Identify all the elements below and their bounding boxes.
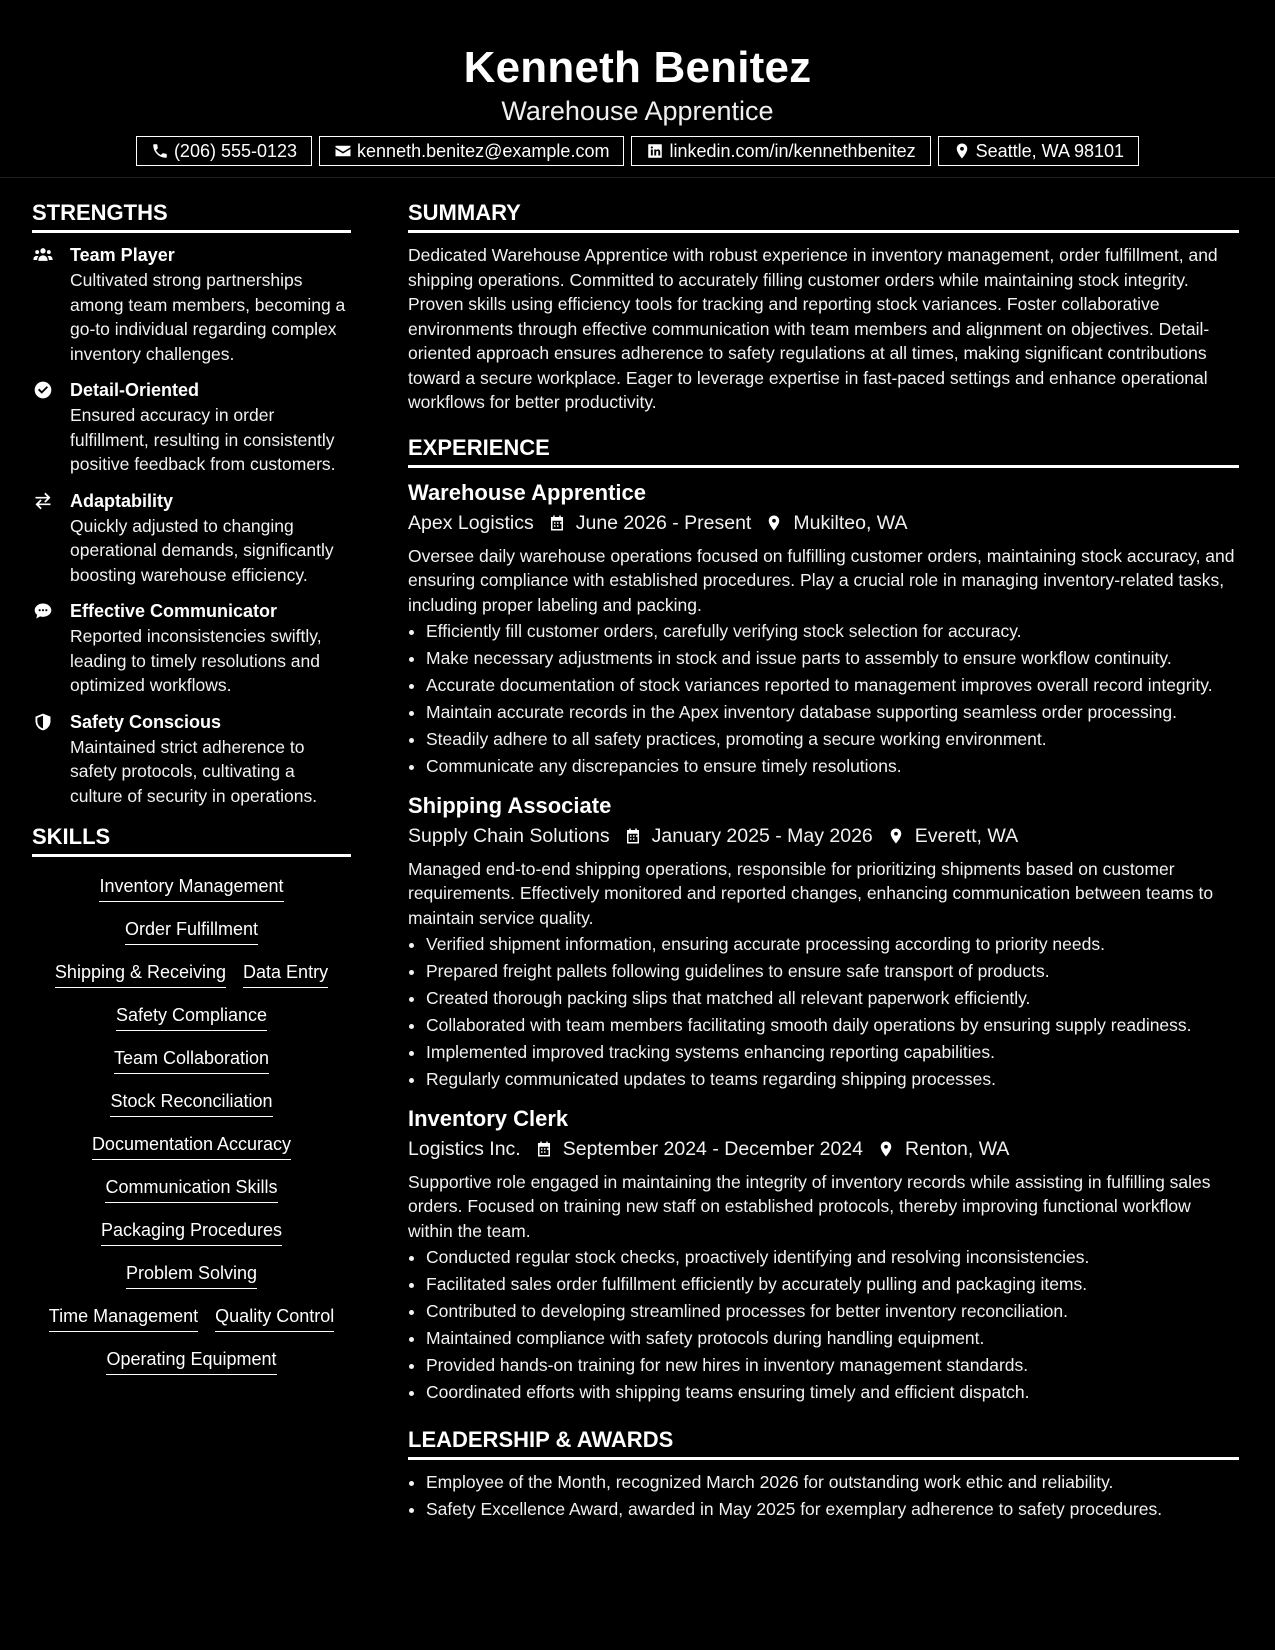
shield-icon bbox=[32, 710, 70, 809]
phone-text: (206) 555-0123 bbox=[173, 141, 298, 161]
bullet-item: • Implemented improved tracking systems enhancing reporting capabilities. bbox=[426, 1040, 1239, 1065]
skill-tag: Documentation Accuracy bbox=[92, 1131, 291, 1160]
job-bullets bbox=[408, 932, 1239, 1092]
job-location: Renton, WA bbox=[904, 1137, 1010, 1160]
job-title: Shipping Associate bbox=[408, 792, 612, 818]
strength-desc: Quickly adjusted to changing operational demands, significantly boosting warehouse efficiency. bbox=[70, 515, 334, 585]
summary-text: Dedicated Warehouse Apprentice with robust experience in inventory management, order fulfillment, and shipping operations. Committed to accurately filling customer orders while maintaining stock integrity. Proven skills using efficiency tools for tracking and reporting stock variances. Foster collaborative environments through effective communication with team members and alignment on objectives. Detail-oriented approach ensures adherence to safety regulations at all times, making significant contributions toward a secure workplace. Eager to leverage expertise in fast-paced settings and enhance operational workflows for better productivity. bbox=[408, 245, 1218, 412]
skill-tag: Team Collaboration bbox=[114, 1045, 269, 1074]
bullet-item: • Contributed to developing streamlined processes for better inventory reconciliation. bbox=[426, 1299, 1239, 1324]
job-company: Apex Logistics bbox=[408, 511, 534, 534]
job-title: Warehouse Apprentice bbox=[408, 479, 646, 505]
contact-email[interactable] bbox=[319, 136, 624, 166]
bullet-item: • Provided hands-on training for new hires in inventory management standards. bbox=[426, 1353, 1239, 1378]
bullet-item: • Regularly communicated updates to teams regarding shipping processes. bbox=[426, 1067, 1239, 1092]
bullet-item: • Make necessary adjustments in stock and issue parts to assembly to ensure workflow continuity. bbox=[426, 646, 1239, 671]
job-meta bbox=[408, 508, 1239, 538]
strength-item bbox=[32, 489, 351, 588]
strength-title: Safety Conscious bbox=[70, 711, 222, 732]
linkedin-text: linkedin.com/in/kennethbenitez bbox=[669, 141, 916, 161]
bullet-item: • Maintain accurate records in the Apex inventory database supporting seamless order processing. bbox=[426, 700, 1239, 725]
contact-linkedin[interactable] bbox=[631, 136, 930, 166]
job-description: Oversee daily warehouse operations focused on fulfilling customer orders, maintaining stock accuracy, and ensuring compliance with established procedures. Play a crucial role in managing inventory-related tasks, including proper labeling and packing. bbox=[408, 545, 1235, 615]
job-meta bbox=[408, 1134, 1239, 1164]
map-pin-icon bbox=[953, 142, 971, 160]
job-dates: January 2025 - May 2026 bbox=[651, 824, 873, 847]
job-company: Logistics Inc. bbox=[408, 1137, 521, 1160]
experience-heading: EXPERIENCE bbox=[408, 433, 1239, 468]
awards-list bbox=[408, 1470, 1239, 1522]
bullet-item: • Facilitated sales order fulfillment efficiently by accurately pulling and packaging items. bbox=[426, 1272, 1239, 1297]
skill-tag: Inventory Management bbox=[99, 873, 283, 902]
award-item: • Employee of the Month, recognized March 2026 for outstanding work ethic and reliability. bbox=[426, 1470, 1239, 1495]
location-text: Seattle, WA 98101 bbox=[975, 141, 1125, 161]
strength-item bbox=[32, 378, 351, 477]
job-description: Managed end-to-end shipping operations, responsible for prioritizing shipments based on customer requirements. Effectively monitored and reported changes, enhancing communication between teams to maintain service quality. bbox=[408, 858, 1214, 928]
strength-title: Team Player bbox=[70, 245, 175, 265]
strength-desc: Reported inconsistencies swiftly, leading to timely resolutions and optimized workflows. bbox=[70, 626, 322, 695]
skills-list bbox=[32, 873, 351, 1375]
contact-location[interactable] bbox=[938, 136, 1139, 166]
strength-desc: Ensured accuracy in order fulfillment, resulting in consistently positive feedback from customers. bbox=[70, 405, 336, 474]
skill-tag: Safety Compliance bbox=[116, 1002, 267, 1031]
skill-tag: Stock Reconciliation bbox=[110, 1088, 272, 1117]
left-column bbox=[32, 198, 351, 1375]
strength-title: Effective Communicator bbox=[70, 601, 278, 621]
bullet-item: • Accurate documentation of stock variances reported to management improves overall record integrity. bbox=[426, 673, 1239, 698]
skill-tag: Time Management bbox=[49, 1303, 198, 1332]
calendar-icon bbox=[535, 1139, 553, 1159]
map-pin-icon bbox=[887, 826, 905, 846]
job-dates: September 2024 - December 2024 bbox=[562, 1137, 863, 1160]
skill-tag: Packaging Procedures bbox=[101, 1217, 282, 1246]
bullet-item: • Collaborated with team members facilitating smooth daily operations by ensuring supply readiness. bbox=[426, 1013, 1239, 1038]
skill-tag: Order Fulfillment bbox=[125, 916, 258, 945]
comment-icon bbox=[32, 599, 70, 698]
job-bullets bbox=[408, 1245, 1239, 1405]
job-location: Mukilteo, WA bbox=[793, 511, 908, 534]
contact-bar bbox=[0, 136, 1275, 166]
skills-heading: SKILLS bbox=[32, 822, 351, 857]
map-pin-icon bbox=[877, 1139, 895, 1159]
bullet-item: • Maintained compliance with safety protocols during handling equipment. bbox=[426, 1326, 1239, 1351]
job-title: Inventory Clerk bbox=[408, 1105, 569, 1131]
strength-desc: Maintained strict adherence to safety protocols, cultivating a culture of security in operations. bbox=[70, 736, 318, 806]
strength-desc: Cultivated strong partnerships among team members, becoming a go-to individual regarding complex inventory challenges. bbox=[70, 270, 346, 364]
strength-item bbox=[32, 710, 351, 809]
strength-title: Adaptability bbox=[70, 490, 174, 511]
strength-title: Detail-Oriented bbox=[70, 380, 200, 400]
right-column bbox=[408, 198, 1239, 1524]
skill-tag: Quality Control bbox=[215, 1303, 334, 1332]
contact-phone[interactable] bbox=[136, 136, 312, 166]
resume-header bbox=[0, 0, 1275, 178]
skill-tag: Operating Equipment bbox=[106, 1346, 276, 1375]
bullet-item: • Efficiently fill customer orders, carefully verifying stock selection for accuracy. bbox=[426, 619, 1239, 644]
job-dates: June 2026 - Present bbox=[575, 511, 752, 534]
bullet-item: • Verified shipment information, ensuring accurate processing according to priority needs. bbox=[426, 932, 1239, 957]
summary-heading: SUMMARY bbox=[408, 198, 1239, 233]
envelope-icon bbox=[334, 142, 352, 160]
skill-tag: Communication Skills bbox=[105, 1174, 277, 1203]
award-item: • Safety Excellence Award, awarded in May 2025 for exemplary adherence to safety procedures. bbox=[426, 1497, 1239, 1522]
skill-tag: Data Entry bbox=[243, 959, 328, 988]
strengths-heading: STRENGTHS bbox=[32, 198, 351, 233]
job-entry bbox=[408, 478, 1239, 779]
bullet-item: • Prepared freight pallets following guidelines to ensure safe transport of products. bbox=[426, 959, 1239, 984]
job-entry bbox=[408, 1104, 1239, 1405]
skill-tag: Problem Solving bbox=[126, 1260, 257, 1289]
skill-tag: Shipping & Receiving bbox=[55, 959, 226, 988]
strength-item bbox=[32, 243, 351, 366]
strength-item bbox=[32, 599, 351, 698]
bullet-item: • Steadily adhere to all safety practices, promoting a secure working environment. bbox=[426, 727, 1239, 752]
candidate-name: Kenneth Benitez bbox=[463, 43, 812, 92]
job-company: Supply Chain Solutions bbox=[408, 824, 610, 847]
job-meta bbox=[408, 821, 1239, 851]
check-circle-icon bbox=[32, 378, 70, 477]
phone-icon bbox=[151, 142, 169, 160]
bullet-item: • Conducted regular stock checks, proactively identifying and resolving inconsistencies. bbox=[426, 1245, 1239, 1270]
exchange-icon bbox=[32, 489, 70, 588]
email-text: kenneth.benitez@example.com bbox=[357, 141, 610, 161]
bullet-item: • Coordinated efforts with shipping teams ensuring timely and efficient dispatch. bbox=[426, 1380, 1239, 1405]
job-description: Supportive role engaged in maintaining the integrity of inventory records while assisting in fulfilling sales orders. Focused on training new staff on established protocols, thereby improving functional workflow within the team. bbox=[408, 1171, 1211, 1241]
map-pin-icon bbox=[765, 513, 783, 533]
calendar-icon bbox=[624, 826, 642, 846]
job-entry bbox=[408, 791, 1239, 1092]
candidate-title: Warehouse Apprentice bbox=[501, 96, 774, 126]
bullet-item: • Created thorough packing slips that matched all relevant paperwork efficiently. bbox=[426, 986, 1239, 1011]
job-location: Everett, WA bbox=[914, 824, 1019, 847]
linkedin-icon bbox=[646, 142, 664, 160]
users-icon bbox=[32, 243, 70, 366]
bullet-item: • Communicate any discrepancies to ensure timely resolutions. bbox=[426, 754, 1239, 779]
job-bullets bbox=[408, 619, 1239, 779]
awards-heading: LEADERSHIP & AWARDS bbox=[408, 1425, 1239, 1460]
calendar-icon bbox=[548, 513, 566, 533]
